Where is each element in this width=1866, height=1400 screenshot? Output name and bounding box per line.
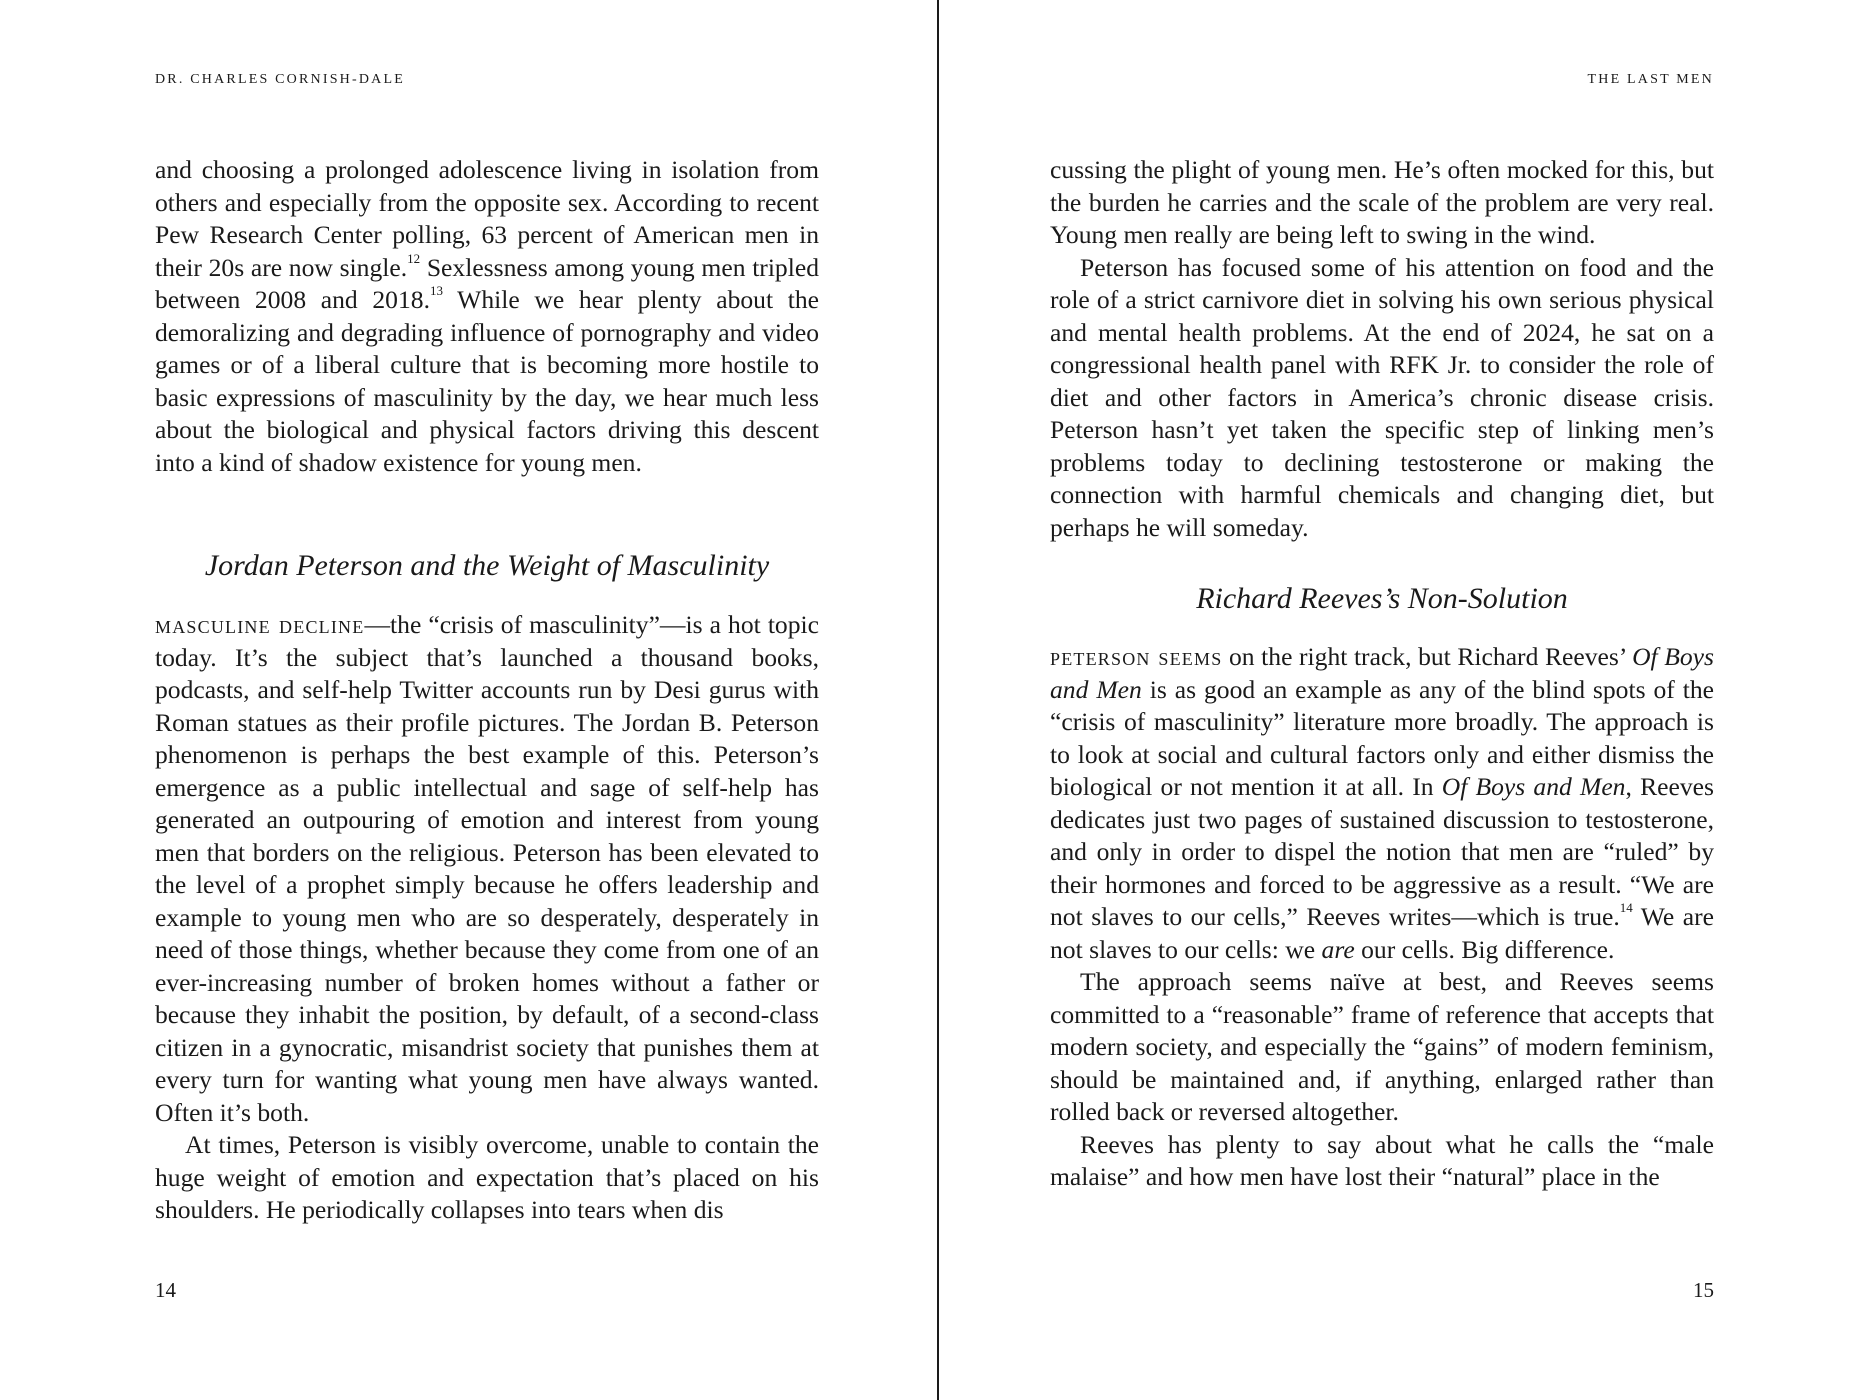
left-text-top bbox=[155, 154, 819, 479]
book-title: Of Boys and Men bbox=[1050, 642, 1715, 704]
footnote-ref-12[interactable]: 12 bbox=[407, 250, 421, 266]
text-run: We are not slaves to our cells: we bbox=[1050, 902, 1715, 964]
text-run: Sexlessness among young men tripled between 2008 and 2018. bbox=[155, 252, 820, 314]
right-text-bottom bbox=[1050, 641, 1714, 1194]
emphasis: are bbox=[1321, 934, 1355, 964]
text-run: , Reeves dedicates just two pages of sustained discussion to testosterone, and only in order to dispel the notion that men are “ruled” by their hormones and forced to be aggressive as a result. “We are not slaves to our cells,” Reeves writes—which is true. bbox=[1050, 772, 1714, 931]
paragraph: Reeves has plenty to say about what he calls the “male malaise” and how men have lost their “natural” place in the bbox=[1050, 1129, 1714, 1191]
section-heading-reeves: Richard Reeves’s Non-Solution bbox=[1196, 582, 1568, 615]
right-text-top bbox=[1050, 154, 1714, 544]
paragraph: Peterson has focused some of his attention on food and the role of a strict carnivore diet in solving his own serious physical and mental health problems. At the end of 2024, he sat on a congressional health panel with RFK Jr. to consider the role of diet and other factors in America’s chronic disease crisis. Peterson hasn’t yet taken the specific step of linking men’s problems today to declining testosterone or making the connection with harmful chemicals and changing diet, but perhaps he will someday. bbox=[1050, 252, 1714, 542]
lead-in-smallcaps: masculine decline bbox=[155, 610, 365, 639]
running-head-author: DR. CHARLES CORNISH-DALE bbox=[155, 72, 405, 87]
left-text-bottom bbox=[155, 609, 819, 1227]
paragraph: cussing the plight of young men. He’s often mocked for this, but the burden he carries and the scale of the problem are very real. Young men really are being left to swing in the wind. bbox=[1050, 155, 1714, 249]
text-run: on the right track, but Richard Reeves’ bbox=[1222, 642, 1633, 671]
paragraph: The approach seems naïve at best, and Reeves seems committed to a “reasonable” frame of reference that accepts that modern society, and especially the “gains” of modern feminism, should be maintained and, if anything, enlarged rather than rolled back or reversed altogether. bbox=[1050, 967, 1714, 1126]
paragraph: At times, Peterson is visibly overcome, unable to contain the huge weight of emotion and expectation that’s placed on his shoulders. He periodically collapses into tears when dis bbox=[155, 1130, 819, 1224]
left-page bbox=[155, 0, 819, 1400]
paragraph bbox=[155, 154, 819, 479]
paragraph bbox=[155, 609, 819, 1129]
page-number-right: 15 bbox=[1693, 1278, 1714, 1302]
footnote-ref-14[interactable]: 14 bbox=[1619, 900, 1633, 916]
text-run: and choosing a prolonged adolescence living in isolation from others and especially from the opposite sex. According to recent Pew Research Center polling, 63 percent of American men in their 20s are now single. bbox=[155, 155, 819, 282]
text-run: —the “crisis of masculinity”—is a hot topic today. It’s the subject that’s launched a thousand books, podcasts, and self-help Twitter accounts run by Desi gurus with Roman statues as their profile pictures. The Jordan B. Peterson phenomenon is perhaps the best example of this. Peterson’s emergence as a public intellectual and sage of self-help has generated an outpouring of emotion and interest from young men that borders on the religious. Peterson has been elevated to the level of a prophet simply because he offers leadership and example to young men who are so desperately, desperately in need of those things, whether because they come from one of an ever-increasing number of broken homes without a father or because they inhabit the position, by default, of a second-class citizen in a gynocratic, misandrist society that punishes them at every turn for wanting what young men have always wanted. Often it’s both. bbox=[155, 610, 819, 1127]
running-head-title: THE LAST MEN bbox=[1587, 72, 1714, 87]
lead-in-smallcaps: peterson seems bbox=[1050, 642, 1223, 671]
right-page bbox=[1050, 0, 1714, 1400]
text-run: While we hear plenty about the demoralizing and degrading influence of pornography and video games or of a liberal culture that is becoming more hostile to basic expressions of masculinity by the day, we hear much less about the biological and physical factors driving this descent into a kind of shadow existence for young men. bbox=[155, 285, 819, 477]
book-title: Of Boys and Men bbox=[1441, 772, 1626, 801]
section-heading-peterson: Jordan Peterson and the Weight of Masculinity bbox=[204, 549, 770, 582]
paragraph bbox=[1050, 641, 1714, 966]
footnote-ref-13[interactable]: 13 bbox=[429, 283, 443, 299]
page-gutter-divider bbox=[937, 0, 939, 1400]
page-number-left: 14 bbox=[155, 1278, 176, 1302]
text-run: our cells. Big difference. bbox=[1354, 934, 1615, 964]
text-run: is as good an example as any of the blind spots of the “crisis of masculinity” literature more broadly. The approach is to look at social and cultural factors only and either dismiss the biological or not mention it at all. In bbox=[1050, 674, 1714, 801]
